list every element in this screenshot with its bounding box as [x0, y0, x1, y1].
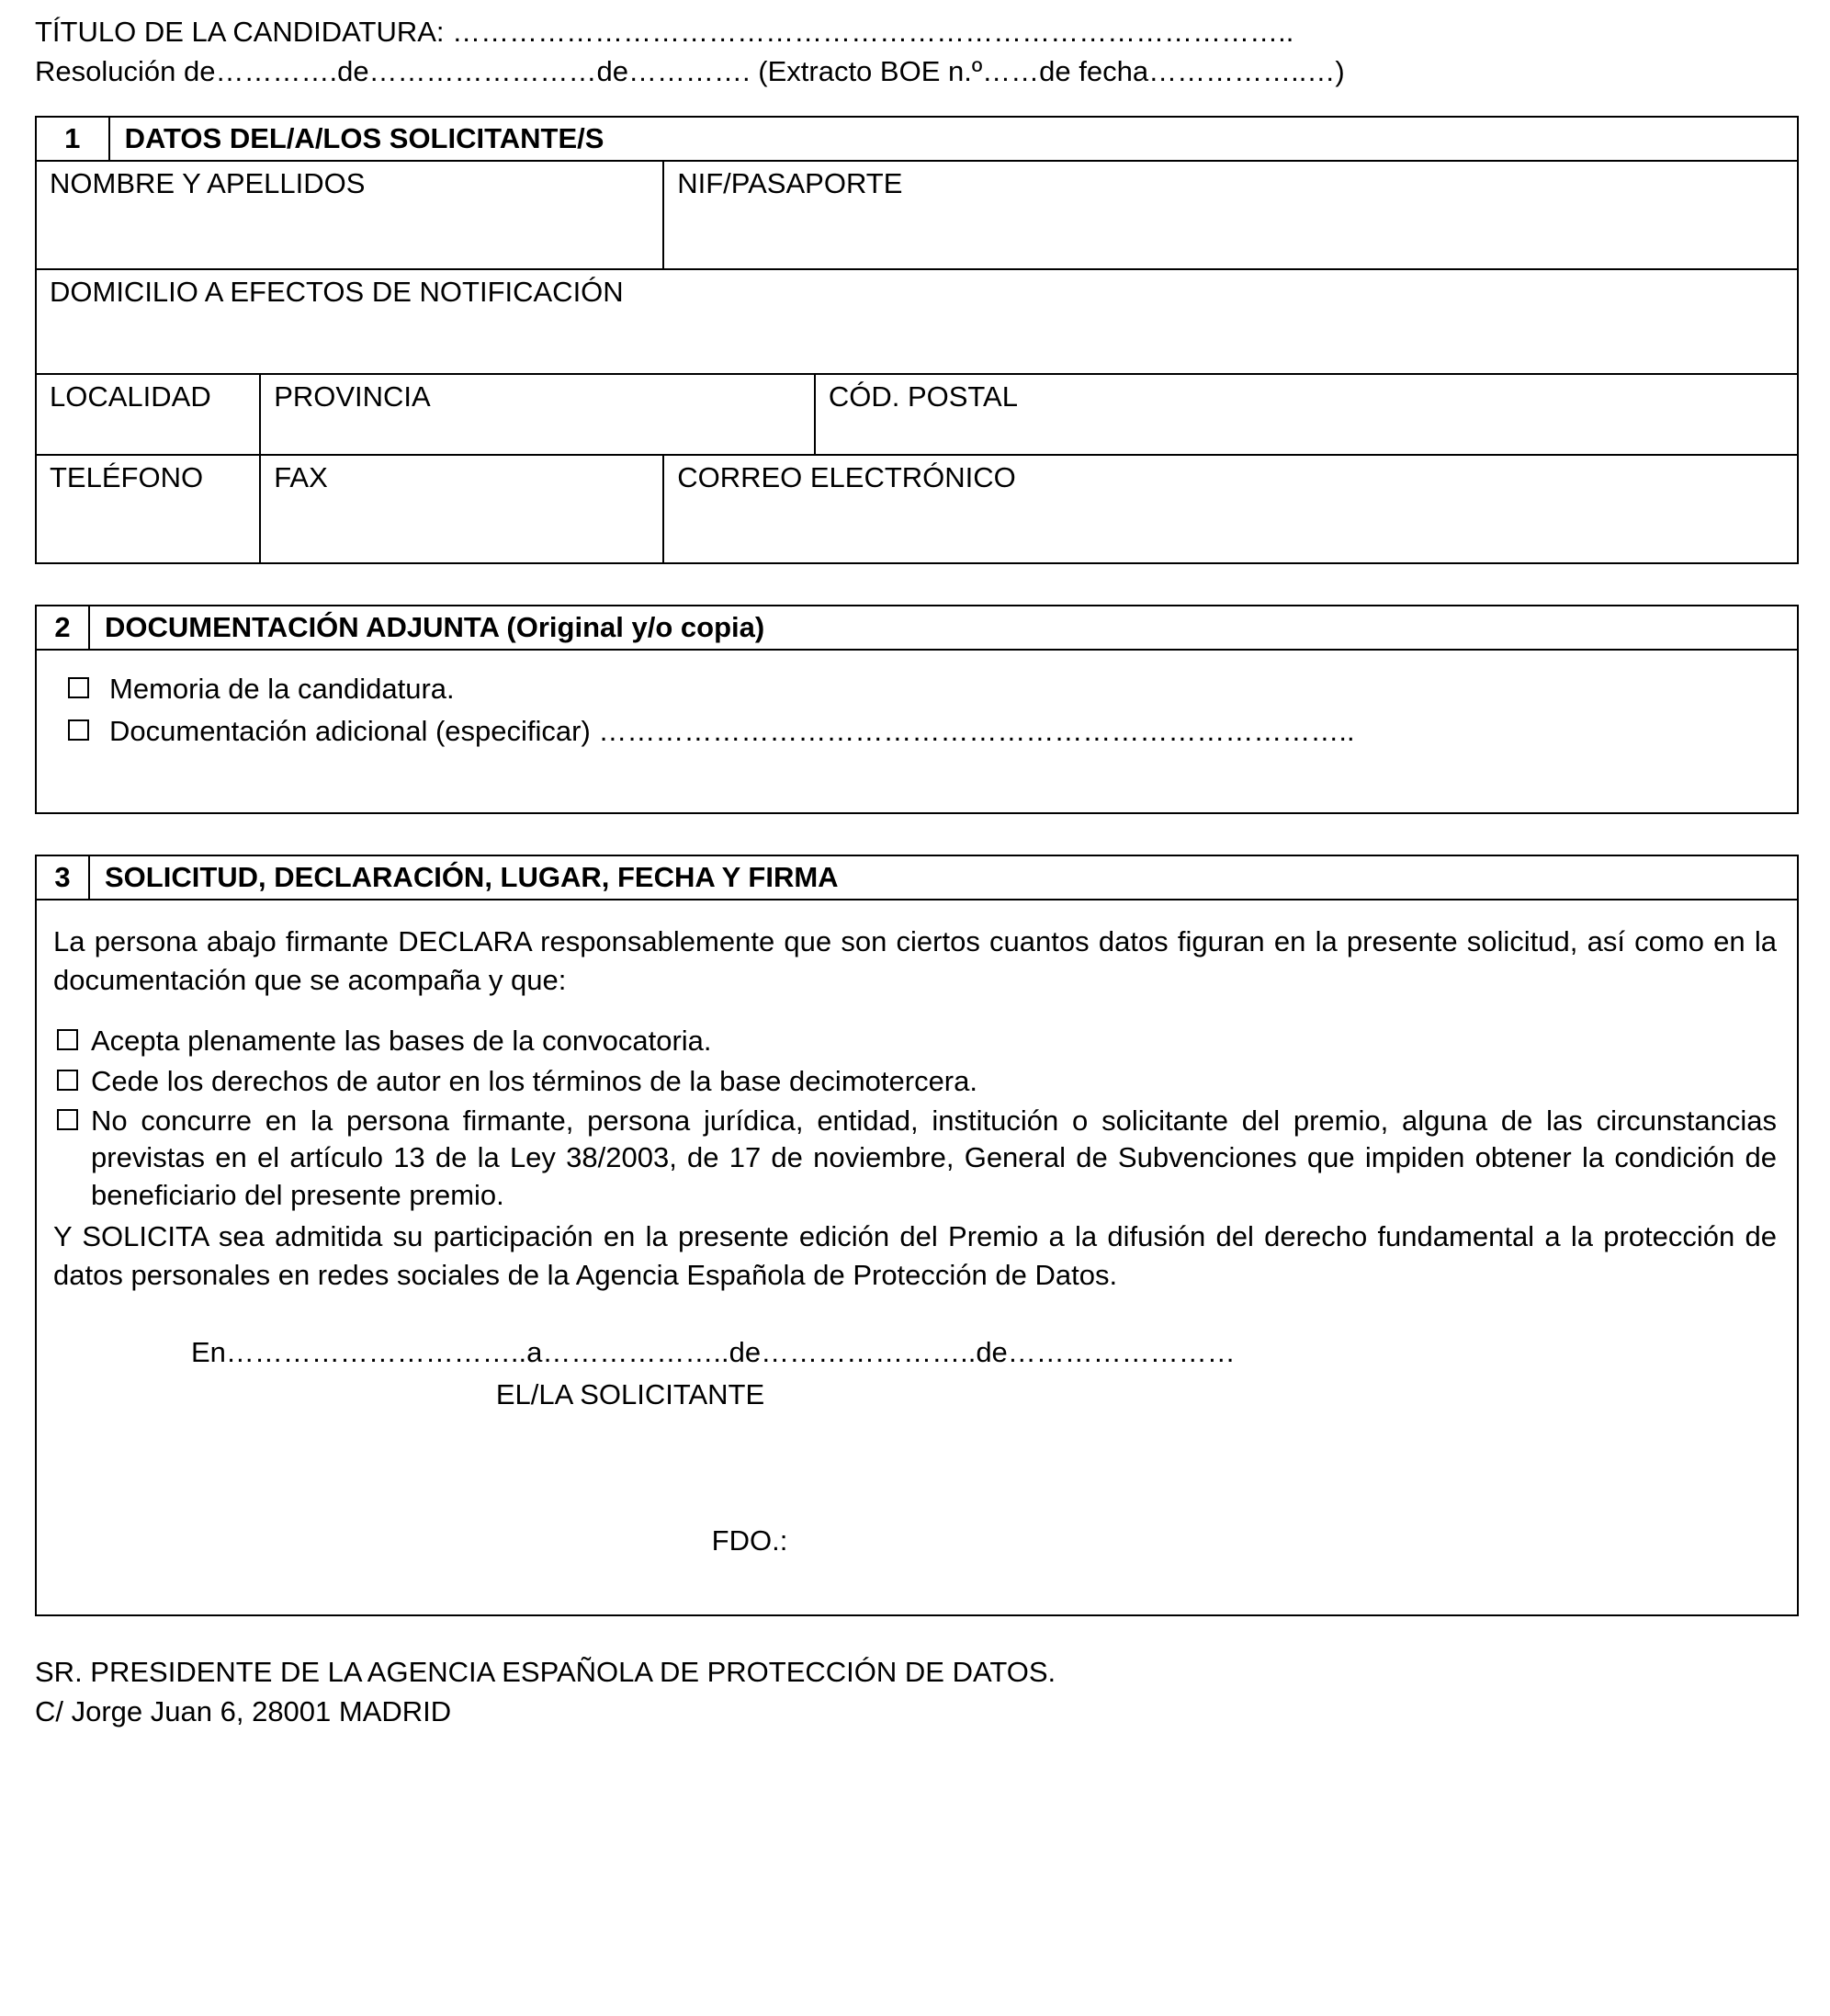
- section-1-title: DATOS DEL/A/LOS SOLICITANTE/S: [109, 117, 1798, 161]
- checkbox-icon[interactable]: [68, 719, 89, 741]
- declaration-checklist: [53, 1023, 1777, 1213]
- spacer-2: [35, 814, 1799, 855]
- declaration-item-label: No concurre en la persona firmante, persona jurídica, entidad, institución o solicitante del premio, alguna de las circunstancias previstas en el artículo 13 de la Ley 38/2003, de 17 de noviembre, General de Subvenciones que impiden obtener la condición de beneficiario del presente premio.: [91, 1104, 1777, 1211]
- place-date-line[interactable]: En…………………………..a………………..de…………………..de……………………: [191, 1336, 1236, 1369]
- checkbox-icon[interactable]: [57, 1029, 78, 1050]
- field-domicilio[interactable]: DOMICILIO A EFECTOS DE NOTIFICACIÓN: [36, 269, 1798, 374]
- doc-item-label: Memoria de la candidatura.: [109, 673, 455, 706]
- signature-fdo-label[interactable]: FDO.:: [711, 1523, 788, 1557]
- declaration-intro: La persona abajo firmante DECLARA responsablemente que son ciertos cuantos datos figuran en la presente solicitud, así como en la documentación que se acompaña y que:: [53, 925, 1777, 996]
- spacer-1: [35, 564, 1799, 605]
- footer-recipient: SR. PRESIDENTE DE LA AGENCIA ESPAÑOLA DE PROTECCIÓN DE DATOS.: [35, 1655, 1056, 1688]
- field-nombre-apellidos[interactable]: NOMBRE Y APELLIDOS: [36, 161, 663, 269]
- declaration-item-label: Cede los derechos de autor en los términos de la base decimotercera.: [91, 1064, 977, 1097]
- field-codigo-postal[interactable]: CÓD. POSTAL: [815, 374, 1798, 455]
- section-2-body-row: [36, 650, 1798, 813]
- row-contacto: [36, 455, 1798, 563]
- declaration-item-acepta[interactable]: [53, 1023, 1777, 1059]
- field-nif-pasaporte[interactable]: NIF/PASAPORTE: [663, 161, 1798, 269]
- form-footer: [35, 1653, 1799, 1732]
- section-2-attached-docs: [35, 605, 1799, 814]
- section-1-number: 1: [36, 117, 109, 161]
- section-3-header-row: [36, 855, 1798, 900]
- checkbox-icon[interactable]: [57, 1109, 78, 1130]
- field-localidad[interactable]: LOCALIDAD: [36, 374, 260, 455]
- resolution-line: Resolución de………….de……………………de…………. (Extracto BOE n.º……de fecha……………..…): [35, 54, 1345, 87]
- candidature-title-line: TÍTULO DE LA CANDIDATURA: ……………………………………………………………………………..: [35, 16, 1294, 48]
- field-correo-electronico[interactable]: CORREO ELECTRÓNICO: [663, 455, 1798, 563]
- section-3-body-row: [36, 900, 1798, 1615]
- section-2-body: [36, 650, 1798, 813]
- field-telefono[interactable]: TELÉFONO: [36, 455, 260, 563]
- field-fax[interactable]: FAX: [260, 455, 663, 563]
- declaration-item-no-concurre[interactable]: [53, 1103, 1777, 1214]
- checkbox-icon[interactable]: [68, 677, 89, 698]
- signer-label: EL/LA SOLICITANTE: [495, 1378, 765, 1411]
- row-domicilio: [36, 269, 1798, 374]
- section-2-number: 2: [36, 606, 89, 650]
- section-2-title: DOCUMENTACIÓN ADJUNTA (Original y/o copia): [89, 606, 1798, 650]
- doc-item-adicional[interactable]: [53, 713, 1784, 750]
- section-3-body: [36, 900, 1798, 1615]
- declaration-item-cede[interactable]: [53, 1063, 1777, 1100]
- declaration-solicita: Y SOLICITA sea admitida su participación en la presente edición del Premio a la difusión del derecho fundamental a la protección de datos personales en redes sociales de la Agencia Española de Protección de Datos.: [53, 1219, 1777, 1291]
- declaration-item-label: Acepta plenamente las bases de la convocatoria.: [91, 1025, 712, 1058]
- row-name-nif: [36, 161, 1798, 269]
- section-1-applicant-data: [35, 116, 1799, 564]
- row-localidad: [36, 374, 1798, 455]
- form-header: [35, 13, 1799, 92]
- doc-item-label: Documentación adicional (especificar) ……………………………………………………………………..: [109, 715, 1355, 748]
- doc-item-memoria[interactable]: [53, 671, 1784, 708]
- field-provincia[interactable]: PROVINCIA: [260, 374, 815, 455]
- footer-address: C/ Jorge Juan 6, 28001 MADRID: [35, 1694, 452, 1727]
- section-3-title: SOLICITUD, DECLARACIÓN, LUGAR, FECHA Y FIRMA: [89, 855, 1798, 900]
- checkbox-icon[interactable]: [57, 1070, 78, 1091]
- section-3-number: 3: [36, 855, 89, 900]
- section-1-header-row: [36, 117, 1798, 161]
- section-3-declaration: [35, 855, 1799, 1616]
- section-2-header-row: [36, 606, 1798, 650]
